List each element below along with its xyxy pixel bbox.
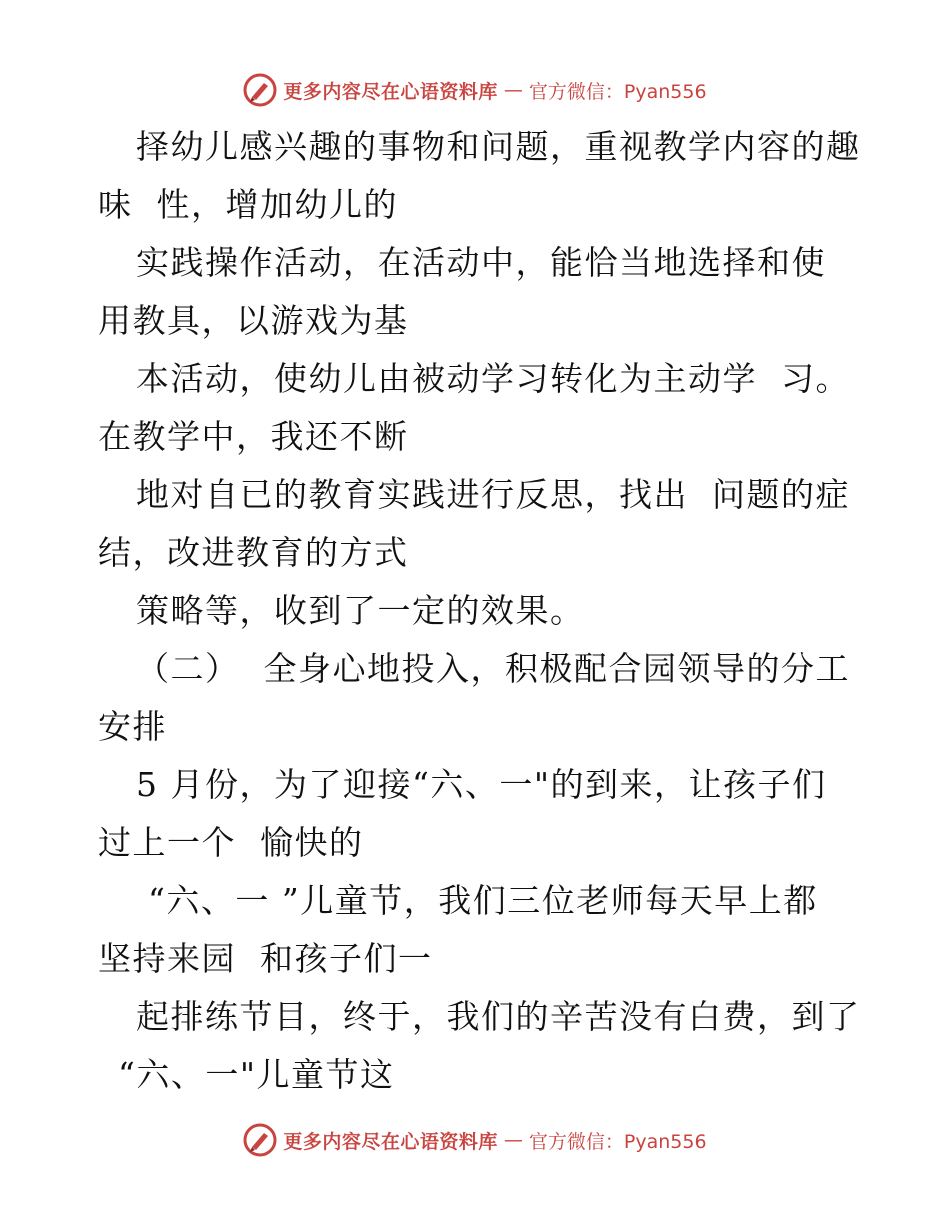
text-line: 结，改进教育的方式: [98, 533, 409, 572]
text-line: （二） 全身心地投入，积极配合园领导的分工: [136, 649, 850, 688]
text-line: 用教具，以游戏为基: [98, 301, 409, 340]
footer-watermark: [0, 1120, 950, 1160]
watermark-dash: —: [503, 1129, 523, 1151]
text-line: 择幼儿感兴趣的事物和问题，重视教学内容的趣: [136, 127, 861, 166]
text-line: 安排: [98, 707, 167, 746]
watermark-wechat: 官方微信：Pyan556: [528, 1130, 707, 1153]
text-line: 坚持来园 和孩子们一: [98, 939, 433, 978]
text-line: 本活动，使幼儿由被动学习转化为主动学 习。: [136, 359, 850, 398]
text-line: 过上一个 愉快的: [98, 823, 364, 862]
text-line: 起排练节目，终于，我们的辛苦没有白费，到了: [136, 997, 861, 1036]
text-line: 地对自已的教育实践进行反思，找出 问题的症: [136, 475, 850, 514]
watermark-dash: —: [503, 79, 523, 101]
text-line: 味 性，增加幼儿的: [98, 185, 398, 224]
text-line: “六、一"儿童节这: [118, 1055, 395, 1094]
watermark-title: 更多内容尽在心语资料库: [283, 80, 498, 103]
text-line: 实践操作活动，在活动中，能恰当地选择和使: [136, 243, 826, 282]
pen-logo-icon: [243, 73, 277, 107]
text-line: 策略等，收到了一定的效果。: [136, 591, 585, 630]
header-watermark: [0, 70, 950, 110]
watermark-title: 更多内容尽在心语资料库: [283, 1130, 498, 1153]
text-line: “六、一 ”儿童节，我们三位老师每天早上都: [136, 881, 818, 920]
watermark-wechat: 官方微信：Pyan556: [528, 80, 707, 103]
text-line: 在教学中，我还不断: [98, 417, 409, 456]
document-body: [98, 118, 861, 1104]
text-line: 5 月份，为了迎接“六、一"的到来，让孩子们: [136, 765, 827, 804]
pen-logo-icon: [243, 1123, 277, 1157]
